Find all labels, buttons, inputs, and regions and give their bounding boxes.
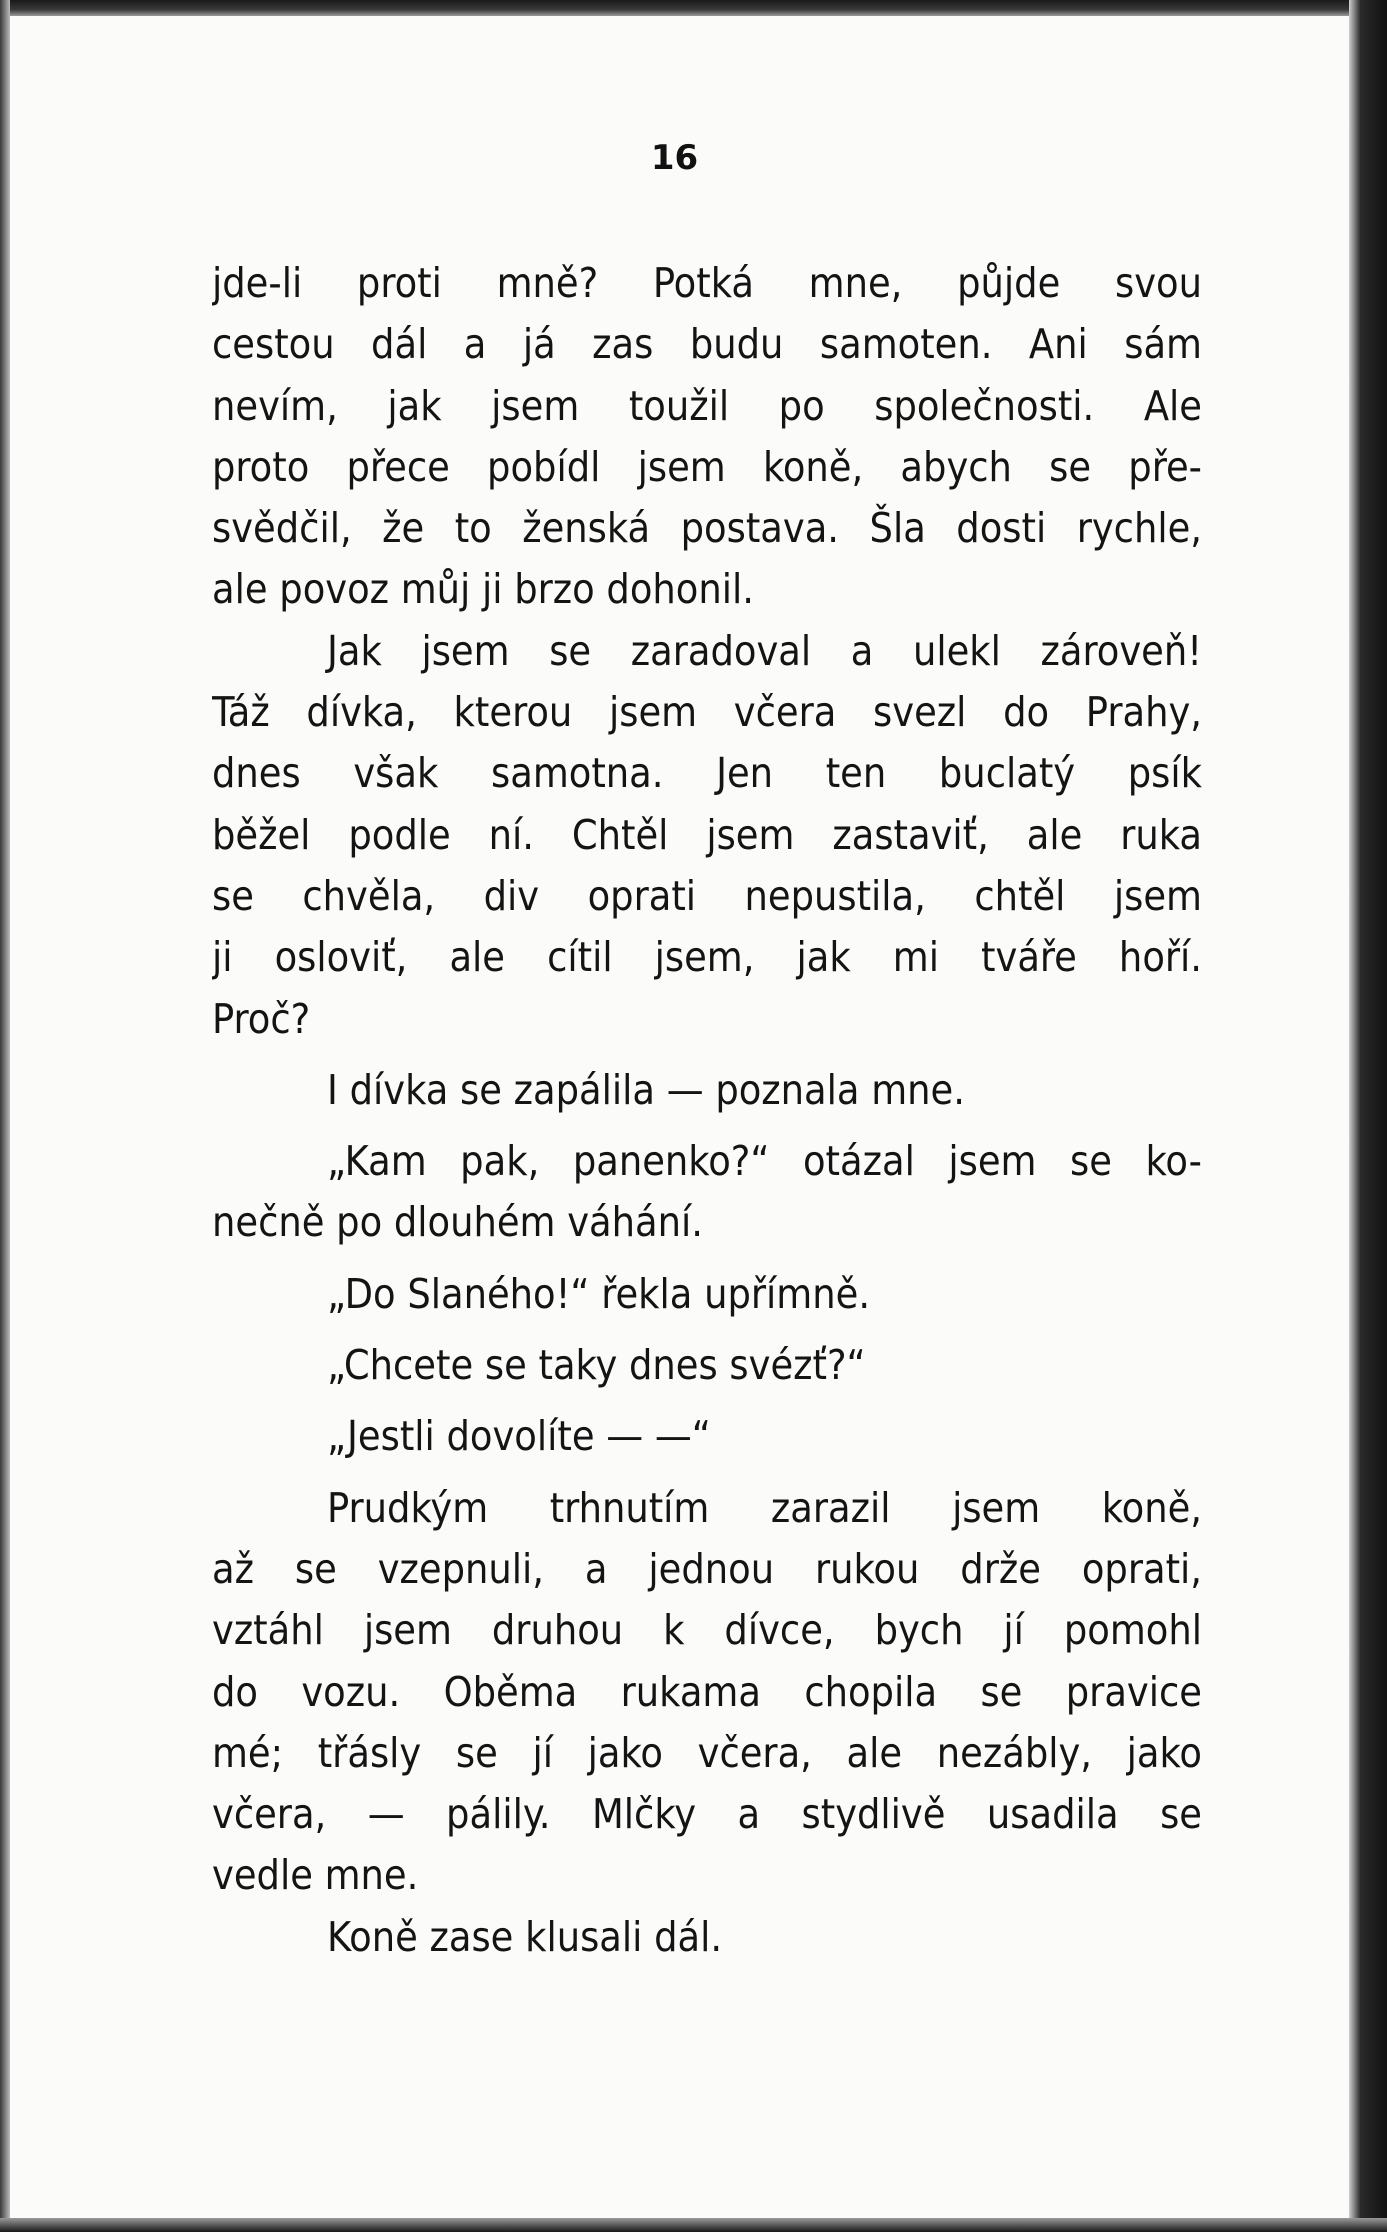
text-line: „Do Slaného!“ řekla upřímně. (327, 1269, 871, 1318)
text-line: se chvěla, div oprati nepustila, chtěl jsem (212, 871, 1202, 920)
body-text (212, 253, 1202, 1968)
text-line: včera, — pálily. Mlčky a stydlivě usadila se (212, 1790, 1202, 1839)
text-line: proto přece pobídl jsem koně, abych se pře- (212, 442, 1202, 491)
text-line: vztáhl jsem druhou k dívce, bych jí pomohl (212, 1606, 1202, 1655)
text-line: až se vzepnuli, a jednou rukou drže oprati, (212, 1544, 1202, 1593)
scan-border-bottom (0, 2218, 1387, 2232)
page-number: 16 (650, 138, 699, 178)
text-line: dnes však samotna. Jen ten buclatý psík (212, 749, 1202, 798)
text-line: I dívka se zapálila — poznala mne. (327, 1065, 965, 1114)
text-line: „Jestli dovolíte — —“ (327, 1412, 711, 1461)
scan-border-right (1349, 0, 1387, 2232)
text-line: jde-li proti mně? Potká mne, půjde svou (212, 259, 1202, 307)
text-line: nečně po dlouhém váhání. (212, 1198, 703, 1247)
scan-border-top (0, 0, 1387, 16)
text-line: ji osloviť, ale cítil jsem, jak mi tváře hoří. (212, 933, 1202, 982)
text-line: mé; třásly se jí jako včera, ale nezábly, jako (212, 1728, 1202, 1777)
text-line: běžel podle ní. Chtěl jsem zastaviť, ale ruka (212, 810, 1202, 859)
text-line: cestou dál a já zas budu samoten. Ani sám (212, 320, 1202, 369)
text-line: svědčil, že to ženská postava. Šla dosti rychle, (212, 504, 1202, 553)
scan-border-left (0, 0, 10, 2232)
text-line: Jak jsem se zaradoval a ulekl zároveň! (327, 626, 1202, 675)
text-line: Proč? (212, 994, 311, 1043)
text-line: do vozu. Oběma rukama chopila se pravice (212, 1667, 1202, 1716)
text-line: Prudkým trhnutím zarazil jsem koně, (327, 1483, 1202, 1532)
text-line: nevím, jak jsem toužil po společnosti. Ale (212, 381, 1202, 430)
text-line: Koně zase klusali dál. (327, 1912, 723, 1961)
text-line: Táž dívka, kterou jsem včera svezl do Prahy, (212, 688, 1202, 737)
text-line: „Kam pak, panenko?“ otázal jsem se ko- (327, 1137, 1202, 1186)
text-line: „Chcete se taky dnes svézť?“ (327, 1341, 866, 1390)
text-line: vedle mne. (212, 1851, 419, 1900)
text-line: ale povoz můj ji brzo dohonil. (212, 565, 754, 614)
